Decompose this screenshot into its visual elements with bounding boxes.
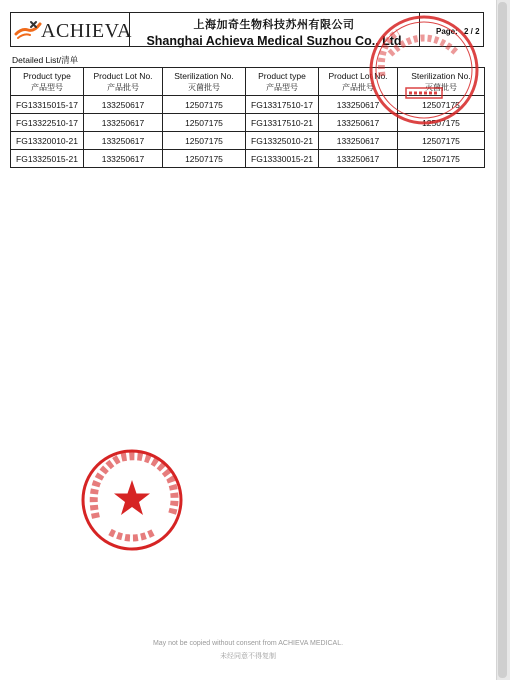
- table-cell: FG13315015-17: [11, 96, 84, 114]
- table-cell: 12507175: [398, 150, 485, 168]
- column-header: Sterilization No. 灭菌批号: [163, 68, 246, 96]
- scrollbar-thumb[interactable]: [498, 2, 507, 678]
- list-title: Detailed List/清单: [12, 55, 79, 65]
- company-name-en: Shanghai Achieva Medical Suzhou Co., Ltd: [146, 34, 402, 48]
- table-cell: 12507175: [163, 150, 246, 168]
- table-cell: 12507175: [398, 96, 485, 114]
- table-cell: FG13325010-21: [246, 132, 319, 150]
- company-name-cn: 上海加奇生物科技苏州有限公司: [193, 19, 355, 31]
- column-header: Product type 产品型号: [11, 68, 84, 96]
- quality-department-seal-stamp: [80, 448, 184, 552]
- table-cell: 12507175: [163, 114, 246, 132]
- table-cell: 133250617: [319, 132, 398, 150]
- table-cell: FG13317510-21: [246, 114, 319, 132]
- table-cell: 133250617: [84, 132, 163, 150]
- table-cell: 133250617: [319, 150, 398, 168]
- table-cell: 12507175: [398, 114, 485, 132]
- table-cell: 133250617: [84, 96, 163, 114]
- table-cell: 12507175: [163, 132, 246, 150]
- column-header: Product Lot No. 产品批号: [84, 68, 163, 96]
- page-label: Page:: [436, 27, 458, 36]
- table-cell: FG13330015-21: [246, 150, 319, 168]
- table-cell: FG13317510-17: [246, 96, 319, 114]
- table-cell: FG13320010-21: [11, 132, 84, 150]
- table-cell: 12507175: [398, 132, 485, 150]
- column-header: Product Lot No. 产品批号: [319, 68, 398, 96]
- table-cell: 133250617: [319, 96, 398, 114]
- company-logo: [11, 13, 130, 46]
- table-cell: 133250617: [84, 150, 163, 168]
- table-row: [11, 150, 485, 168]
- footer-disclaimer-en: May not be copied without consent from ACHIEVA MEDICAL.: [152, 640, 344, 647]
- column-header: Product type 产品型号: [246, 68, 319, 96]
- table-row: [11, 132, 485, 150]
- table-cell: FG13322510-17: [11, 114, 84, 132]
- column-header: Sterilization No. 灭菌批号: [398, 68, 485, 96]
- page-value: 2 / 2: [464, 27, 480, 36]
- table-cell: FG13325015-21: [11, 150, 84, 168]
- logo-text: ACHIEVA: [41, 20, 132, 42]
- table-cell: 133250617: [319, 114, 398, 132]
- achieva-logo-icon: [14, 18, 42, 40]
- inspection-seal-stamp: [368, 14, 480, 126]
- table-cell: 133250617: [84, 114, 163, 132]
- footer-disclaimer-cn: 未经同意不得复制: [220, 653, 276, 660]
- table-cell: 12507175: [163, 96, 246, 114]
